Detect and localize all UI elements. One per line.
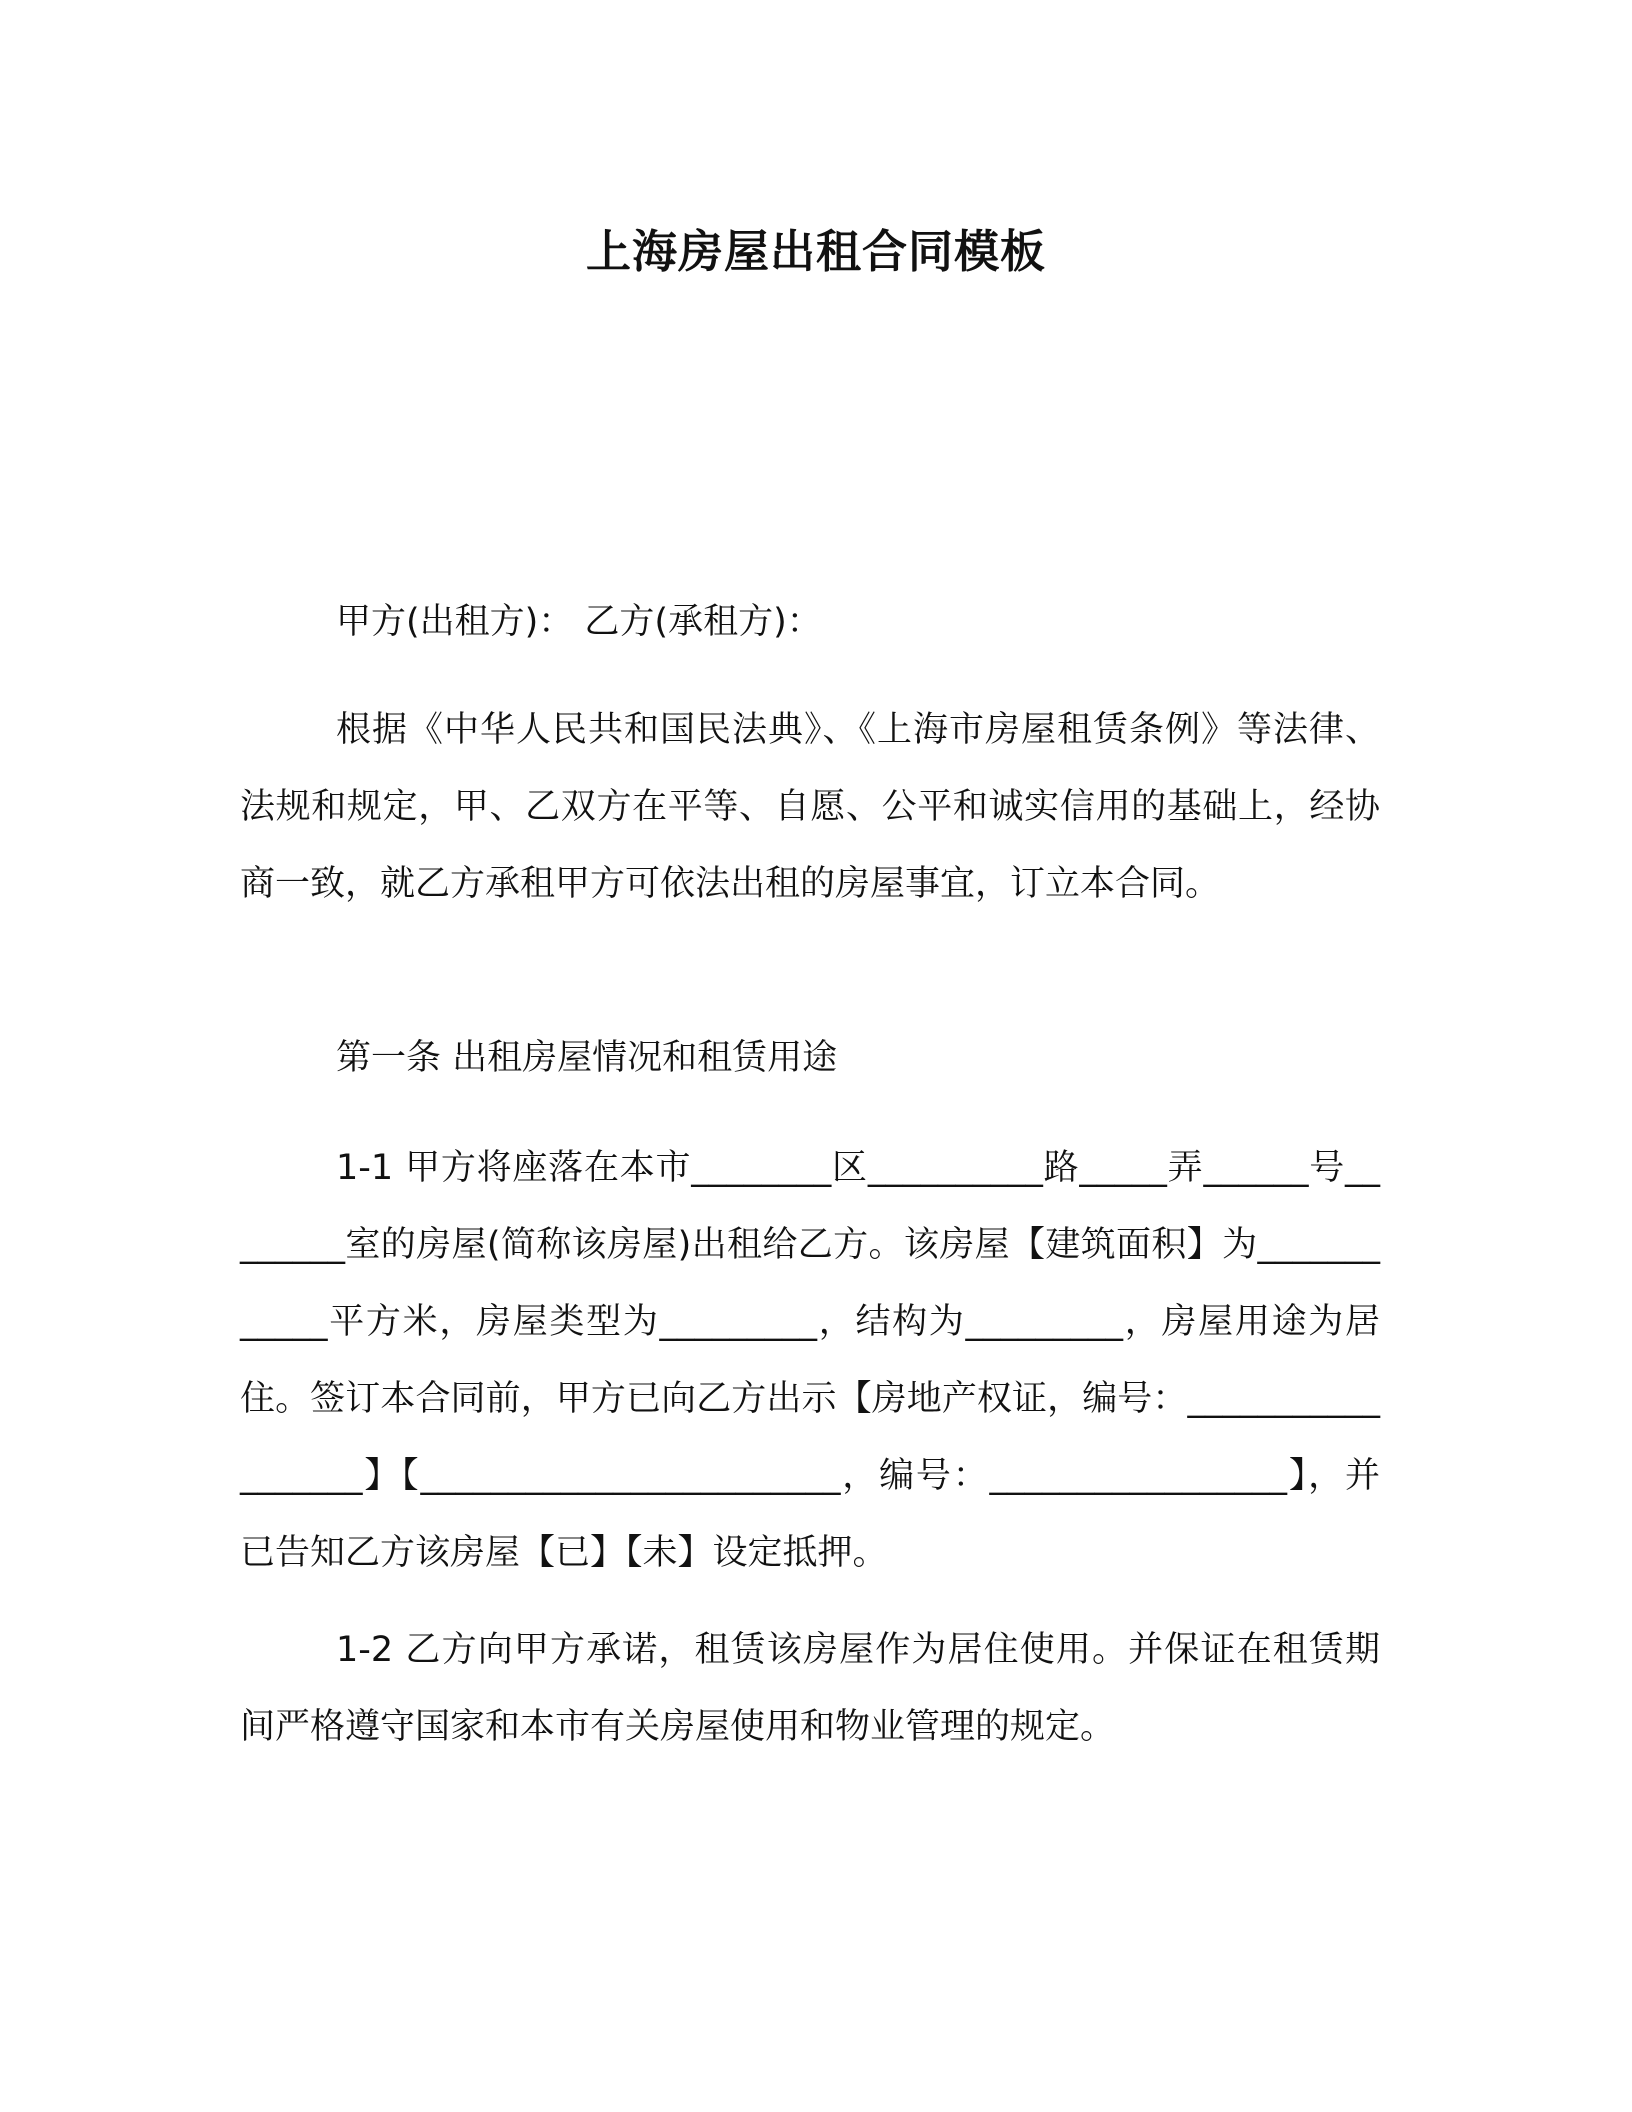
clause-1-1: 1-1 甲方将座落在本市________区__________路_____弄______号________室的房屋(简称该房屋)出租给乙方。该房屋【建筑面积】为____________平方米，房屋类型为_________，结构为_________，房屋用途为居住。签订本合同前，甲方已向乙方出示【房地产权证，编号：__________________】【________________________，编号：_________________】，并已告知乙方该房屋【已】【未】设定抵押。	[240, 1148, 1380, 1573]
article-1-heading: 第一条 出租房屋情况和租赁用途	[336, 1038, 838, 1078]
clause-1-2: 1-2 乙方向甲方承诺，租赁该房屋作为居住使用。并保证在租赁期间严格遵守国家和本市有关房屋使用和物业管理的规定。	[240, 1630, 1380, 1747]
intro-paragraph: 根据《中华人民共和国民法典》、《上海市房屋租赁条例》等法律、法规和规定，甲、乙双方在平等、自愿、公平和诚实信用的基础上，经协商一致，就乙方承租甲方可依法出租的房屋事宜，订立本合同。	[240, 710, 1380, 904]
parties-line: 甲方(出租方)： 乙方(承租方)：	[336, 602, 822, 642]
document-title: 上海房屋出租合同模板	[585, 225, 1046, 278]
document-body	[240, 0, 1380, 2112]
